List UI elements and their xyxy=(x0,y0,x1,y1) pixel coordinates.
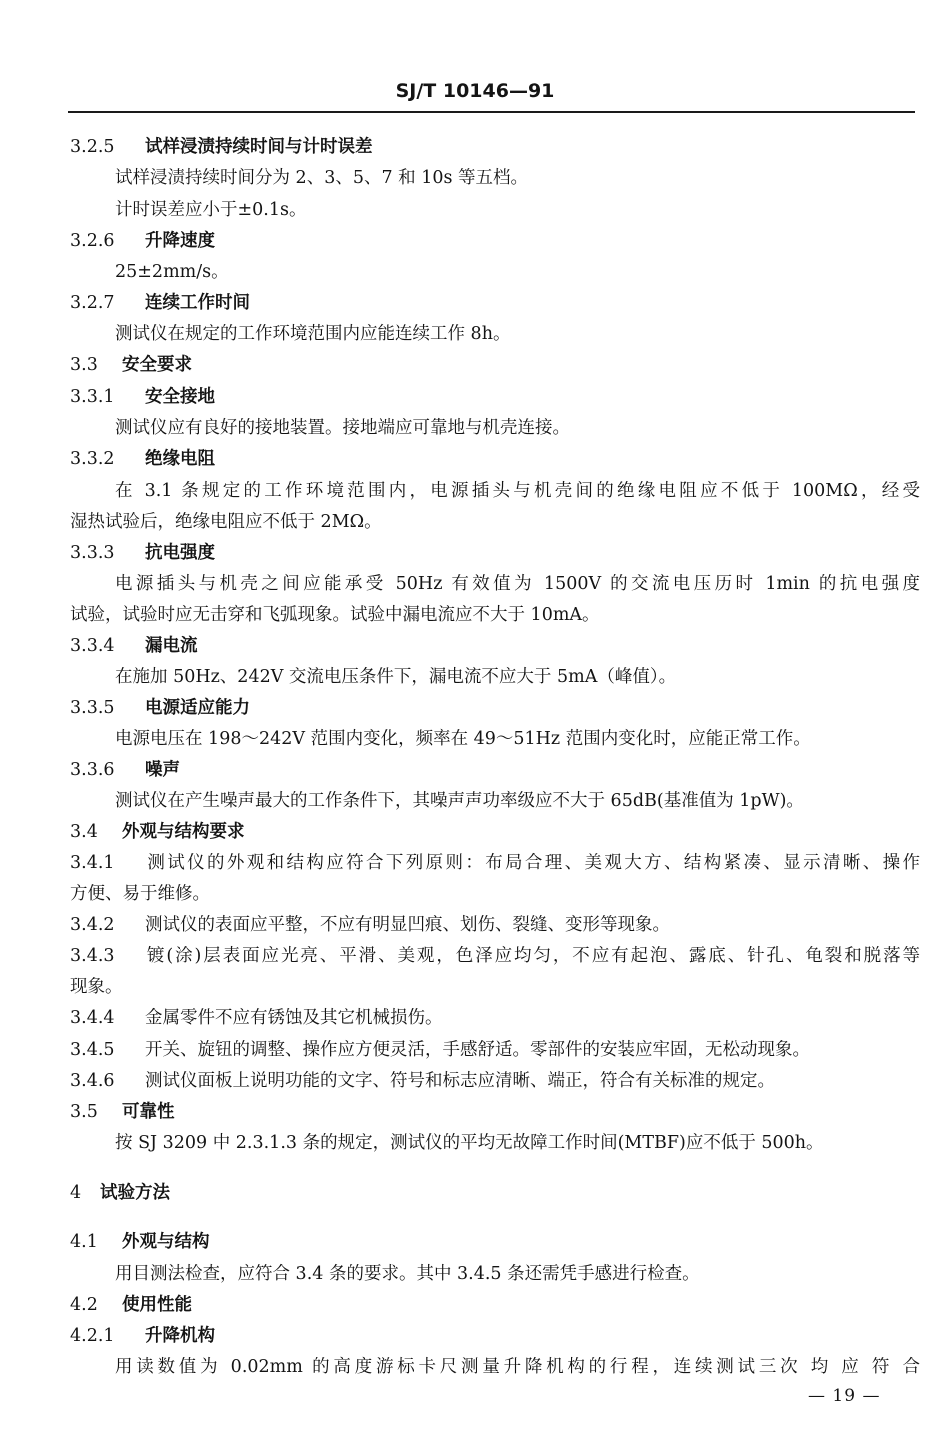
clause-number: 4.2 xyxy=(70,1295,98,1315)
chapter-number: 4 xyxy=(70,1183,82,1203)
clause-text: 测试仪面板上说明功能的文字、符号和标志应清晰、端正，符合有关标准的规定。 xyxy=(145,1071,775,1091)
clause-heading xyxy=(70,634,920,658)
page-number: — 19 — xyxy=(808,1386,881,1406)
clause-body-line xyxy=(70,1006,920,1030)
body-line: 方便、易于维修。 xyxy=(70,884,210,904)
clause-heading xyxy=(70,696,920,720)
clause-title: 外观与结构要求 xyxy=(122,822,245,842)
body-line: 电源插头与机壳之间应能承受 50Hz 有效值为 1500V 的交流电压历时 1min 的抗电强度 xyxy=(115,574,920,594)
clause-heading xyxy=(70,758,920,782)
document-code-header: SJ/T 10146—91 xyxy=(395,80,555,102)
section-heading xyxy=(70,1230,920,1254)
clause-title: 安全接地 xyxy=(145,387,215,407)
clause-text: 测试仪的外观和结构应符合下列原则：布局合理、美观大方、结构紧凑、显示清晰、操作 xyxy=(145,853,920,873)
clause-title: 升降速度 xyxy=(145,231,215,251)
section-heading xyxy=(70,1100,920,1124)
clause-number: 3.5 xyxy=(70,1102,98,1122)
body-line: 测试仪在规定的工作环境范围内应能连续工作 8h。 xyxy=(115,324,511,344)
clause-title: 绝缘电阻 xyxy=(145,449,215,469)
clause-heading xyxy=(70,291,920,315)
clause-number: 3.4.1 xyxy=(70,853,115,873)
clause-title: 安全要求 xyxy=(122,355,192,375)
chapter-title: 试验方法 xyxy=(100,1183,170,1203)
body-line: 计时误差应小于±0.1s。 xyxy=(115,200,307,220)
clause-title: 外观与结构 xyxy=(122,1232,210,1252)
body-line: 在施加 50Hz、242V 交流电压条件下，漏电流不应大于 5mA（峰值）。 xyxy=(115,667,677,687)
clause-heading xyxy=(70,229,920,253)
clause-number: 3.2.5 xyxy=(70,137,115,157)
clause-title: 漏电流 xyxy=(145,636,198,656)
section-heading xyxy=(70,820,920,844)
body-line: 在 3.1 条规定的工作环境范围内，电源插头与机壳间的绝缘电阻应不低于 100MΩ，经受 xyxy=(115,481,920,501)
body-line: 试样浸渍持续时间分为 2、3、5、7 和 10s 等五档。 xyxy=(115,168,529,188)
clause-heading xyxy=(70,385,920,409)
clause-number: 3.4.3 xyxy=(70,946,115,966)
clause-number: 3.4.5 xyxy=(70,1040,115,1060)
clause-text: 测试仪的表面应平整，不应有明显凹痕、划伤、裂缝、变形等现象。 xyxy=(145,915,670,935)
clause-title: 可靠性 xyxy=(122,1102,175,1122)
clause-body-line xyxy=(70,1069,920,1093)
clause-title: 连续工作时间 xyxy=(145,293,250,313)
section-heading xyxy=(70,1293,920,1317)
clause-number: 3.3.2 xyxy=(70,449,115,469)
clause-title: 噪声 xyxy=(145,760,180,780)
body-line: 用读数值为 0.02mm 的高度游标卡尺测量升降机构的行程，连续测试三次 均 应 符 合 xyxy=(115,1357,920,1377)
body-line: 25±2mm/s。 xyxy=(115,262,229,282)
clause-number: 3.3.1 xyxy=(70,387,115,407)
clause-number: 3.3.4 xyxy=(70,636,115,656)
clause-title: 电源适应能力 xyxy=(145,698,250,718)
chapter-heading xyxy=(70,1181,920,1205)
body-line: 测试仪应有良好的接地装置。接地端应可靠地与机壳连接。 xyxy=(115,418,570,438)
clause-text: 镀(涂)层表面应光亮、平滑、美观，色泽应均匀，不应有起泡、露底、针孔、龟裂和脱落等 xyxy=(145,946,920,966)
header-rule xyxy=(68,111,915,113)
clause-title: 抗电强度 xyxy=(145,543,215,563)
body-line: 用目测法检查，应符合 3.4 条的要求。其中 3.4.5 条还需凭手感进行检查。 xyxy=(115,1264,700,1284)
clause-number: 3.2.7 xyxy=(70,293,115,313)
clause-title: 升降机构 xyxy=(145,1326,215,1346)
clause-body-line xyxy=(70,944,920,968)
clause-number: 3.3.3 xyxy=(70,543,115,563)
body-line: 测试仪在产生噪声最大的工作条件下，其噪声声功率级应不大于 65dB(基准值为 1pW)。 xyxy=(115,791,804,811)
clause-number: 4.1 xyxy=(70,1232,98,1252)
clause-text: 开关、旋钮的调整、操作应方便灵活，手感舒适。零部件的安装应牢固，无松动现象。 xyxy=(145,1040,810,1060)
clause-title: 使用性能 xyxy=(122,1295,192,1315)
clause-body-line xyxy=(70,913,920,937)
clause-heading xyxy=(70,1324,920,1348)
clause-number: 3.3.5 xyxy=(70,698,115,718)
clause-text: 金属零件不应有锈蚀及其它机械损伤。 xyxy=(145,1008,443,1028)
clause-number: 3.2.6 xyxy=(70,231,115,251)
clause-heading xyxy=(70,447,920,471)
clause-number: 4.2.1 xyxy=(70,1326,115,1346)
body-line: 现象。 xyxy=(70,977,123,997)
clause-number: 3.4.2 xyxy=(70,915,115,935)
clause-number: 3.4 xyxy=(70,822,98,842)
body-line: 按 SJ 3209 中 2.3.1.3 条的规定，测试仪的平均无故障工作时间(MTBF)应不低于 500h。 xyxy=(115,1133,824,1153)
body-line: 湿热试验后，绝缘电阻应不低于 2MΩ。 xyxy=(70,512,382,532)
clause-number: 3.3 xyxy=(70,355,98,375)
clause-number: 3.3.6 xyxy=(70,760,115,780)
clause-heading xyxy=(70,135,920,159)
clause-number: 3.4.4 xyxy=(70,1008,115,1028)
clause-number: 3.4.6 xyxy=(70,1071,115,1091)
clause-body-line xyxy=(70,851,920,875)
clause-heading xyxy=(70,541,920,565)
clause-body-line xyxy=(70,1038,920,1062)
body-line: 电源电压在 198～242V 范围内变化，频率在 49～51Hz 范围内变化时，应能正常工作。 xyxy=(115,729,811,749)
section-heading xyxy=(70,353,920,377)
body-line: 试验，试验时应无击穿和飞弧现象。试验中漏电流应不大于 10mA。 xyxy=(70,605,600,625)
clause-title: 试样浸渍持续时间与计时误差 xyxy=(145,137,373,157)
